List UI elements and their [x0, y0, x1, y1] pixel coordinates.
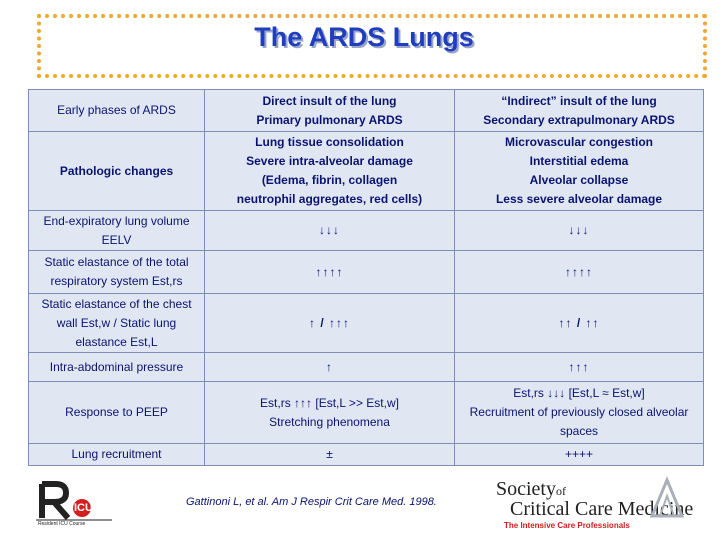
- table-row-recruitment: [29, 444, 704, 466]
- citation: Gattinoni L, et al. Am J Respir Crit Care Med. 1998.: [186, 496, 437, 508]
- ricu-logo: [34, 478, 116, 526]
- sccm-logo: Societyof Critical Care Medicine The Intensive Care Professionals: [496, 478, 694, 530]
- cell-direct-header: Direct insult of the lung Primary pulmonary ARDS: [205, 90, 455, 132]
- svg-text:Resident ICU Course: Resident ICU Course: [38, 521, 86, 526]
- row-label-recruitment: Lung recruitment: [29, 444, 205, 466]
- table-row-iap: [29, 353, 704, 382]
- cell-indirect-peep: Est,rs ↓↓↓ [Est,L ≈ Est,w] Recruitment of previously closed alveolar spaces: [455, 382, 704, 444]
- cell-direct-iap: ↑: [205, 353, 455, 382]
- table-row-header: [29, 90, 704, 132]
- cell-direct-eelv: ↓↓↓: [205, 211, 455, 251]
- table-row-pathologic: [29, 132, 704, 211]
- cell-direct-est-w: ↑ / ↑↑↑: [205, 294, 455, 353]
- table-row-peep: [29, 382, 704, 444]
- row-label-iap: Intra-abdominal pressure: [29, 353, 205, 382]
- cell-indirect-iap: ↑↑↑: [455, 353, 704, 382]
- cell-indirect-est-w: ↑↑ / ↑↑: [455, 294, 704, 353]
- table-row-est-rs: [29, 251, 704, 294]
- row-label-pathologic: Pathologic changes: [29, 132, 205, 211]
- row-label-est-rs: Static elastance of the total respiratory system Est,rs: [29, 251, 205, 294]
- row-label-peep: Response to PEEP: [29, 382, 205, 444]
- cell-indirect-eelv: ↓↓↓: [455, 211, 704, 251]
- cell-direct-pathologic: Lung tissue consolidation Severe intra-alveolar damage (Edema, fibrin, collagen neutrophil aggregates, red cells): [205, 132, 455, 211]
- cell-indirect-est-rs: ↑↑↑↑: [455, 251, 704, 294]
- row-label-est-w: Static elastance of the chest wall Est,w / Static lung elastance Est,L: [29, 294, 205, 353]
- cell-indirect-header: “Indirect” insult of the lung Secondary extrapulmonary ARDS: [455, 90, 704, 132]
- row-label-eelv: End-expiratory lung volume EELV: [29, 211, 205, 251]
- cell-direct-est-rs: ↑↑↑↑: [205, 251, 455, 294]
- cell-direct-recruitment: ±: [205, 444, 455, 466]
- page-title: The ARDS Lungs: [254, 22, 474, 52]
- cell-indirect-pathologic: Microvascular congestion Interstitial edema Alveolar collapse Less severe alveolar damage: [455, 132, 704, 211]
- table-row-est-w: [29, 294, 704, 353]
- svg-text:ICU: ICU: [74, 502, 93, 514]
- sccm-triangle-icon: [646, 476, 688, 520]
- cell-direct-peep: Est,rs ↑↑↑ [Est,L >> Est,w] Stretching phenomena: [205, 382, 455, 444]
- row-label-early-phases: Early phases of ARDS: [29, 90, 205, 132]
- ards-table: [28, 89, 704, 466]
- cell-indirect-recruitment: ++++: [455, 444, 704, 466]
- table-row-eelv: [29, 211, 704, 251]
